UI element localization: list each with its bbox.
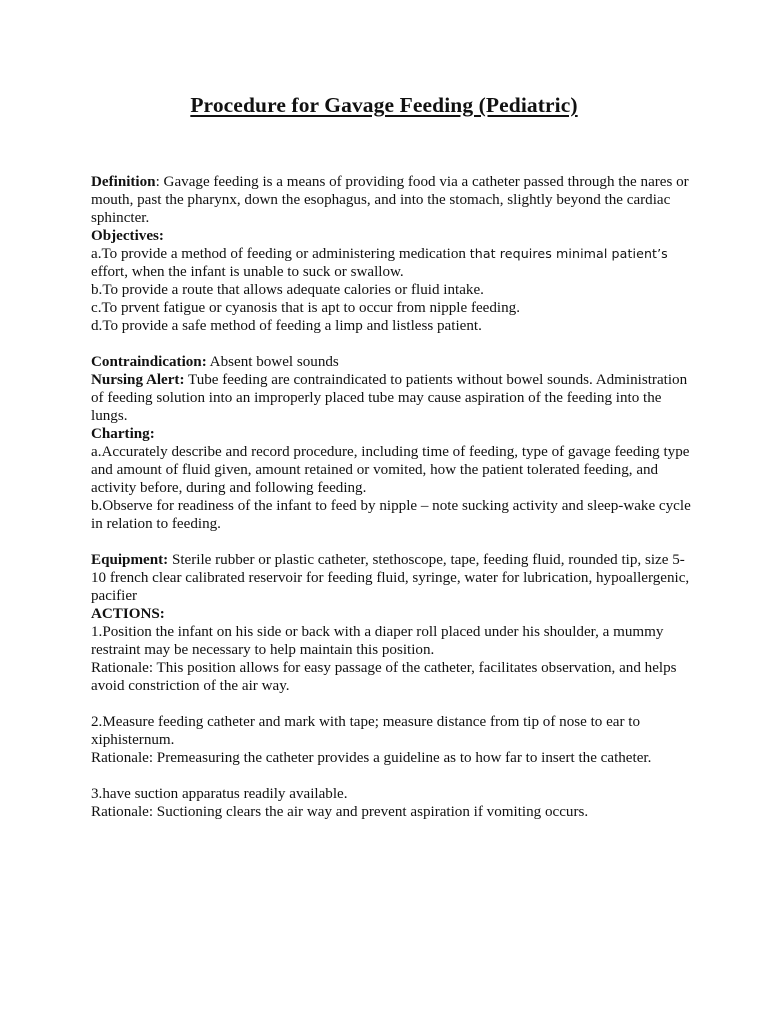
nursing-alert-paragraph (91, 371, 691, 425)
objective-item-a: a.To provide a method of feeding or administering medication that requires minimal patient’s (91, 246, 668, 262)
objective-item-d: d.To provide a safe method of feeding a limp and listless patient. (91, 318, 482, 334)
action-step-rationale: Rationale: Premeasuring the catheter provides a guideline as to how far to insert the catheter. (91, 750, 652, 766)
charting-item-b: b.Observe for readiness of the infant to feed by nipple – note sucking activity and sleep-wake cycle in relation to feeding. (91, 498, 691, 532)
equipment-heading: Equipment: (91, 552, 169, 568)
action-step-text: 2.Measure feeding catheter and mark with tape; measure distance from tip of nose to ear to xiphisternum. (91, 714, 641, 748)
charting-heading: Charting: (91, 426, 155, 442)
document-title: Procedure for Gavage Feeding (Pediatric) (190, 93, 578, 117)
document-body (91, 173, 691, 839)
objective-item-c: c.To prvent fatigue or cyanosis that is apt to occur from nipple feeding. (91, 300, 520, 316)
objectives-heading: Objectives: (91, 228, 164, 244)
action-step-text: 1.Position the infant on his side or back with a diaper roll placed under his shoulder, a mummy restraint may be necessary to help maintain this position. (91, 624, 664, 658)
definition-text: : Gavage feeding is a means of providing food via a catheter passed through the nares or mouth, past the pharynx, down the esophagus, and into the stomach, slightly beyond the cardiac sphincter. (91, 174, 689, 226)
action-step-rationale: Rationale: Suctioning clears the air way and prevent aspiration if vomiting occurs. (91, 804, 589, 820)
objectives-section (91, 227, 691, 335)
actions-heading-line (91, 605, 691, 623)
action-step-text: 3.have suction apparatus readily available. (91, 786, 348, 802)
action-step (91, 623, 691, 695)
action-step (91, 785, 691, 821)
contraindication-text: Absent bowel sounds (206, 354, 339, 370)
objective-item-a-continued: effort, when the infant is unable to suck or swallow. (91, 264, 404, 280)
definition-heading: Definition (91, 174, 156, 190)
nursing-alert-text: Tube feeding are contraindicated to patients without bowel sounds. Administration of feeding solution into an improperly placed tube may cause aspiration of the feeding into the lungs. (91, 372, 688, 424)
nursing-alert-heading: Nursing Alert: (91, 372, 185, 388)
action-step (91, 713, 691, 767)
equipment-text: Sterile rubber or plastic catheter, stethoscope, tape, feeding fluid, rounded tip, size 5-10 french clear calibrated reservoir for feeding fluid, syringe, water for lubrication, hypoallergenic, pacifier (91, 552, 690, 604)
contraindication-heading: Contraindication: (91, 354, 207, 370)
action-step-rationale: Rationale: This position allows for easy passage of the catheter, facilitates observation, and helps avoid constriction of the air way. (91, 660, 677, 694)
contraindication-paragraph (91, 353, 691, 371)
objective-item-b: b.To provide a route that allows adequate calories or fluid intake. (91, 282, 484, 298)
definition-paragraph (91, 173, 691, 227)
charting-item-a: a.Accurately describe and record procedure, including time of feeding, type of gavage feeding type and amount of fluid given, amount retained or vomited, how the patient tolerated feeding, and activity before, during and following feeding. (91, 444, 690, 496)
actions-heading: ACTIONS: (91, 606, 165, 622)
charting-section (91, 425, 691, 533)
equipment-paragraph (91, 551, 691, 605)
